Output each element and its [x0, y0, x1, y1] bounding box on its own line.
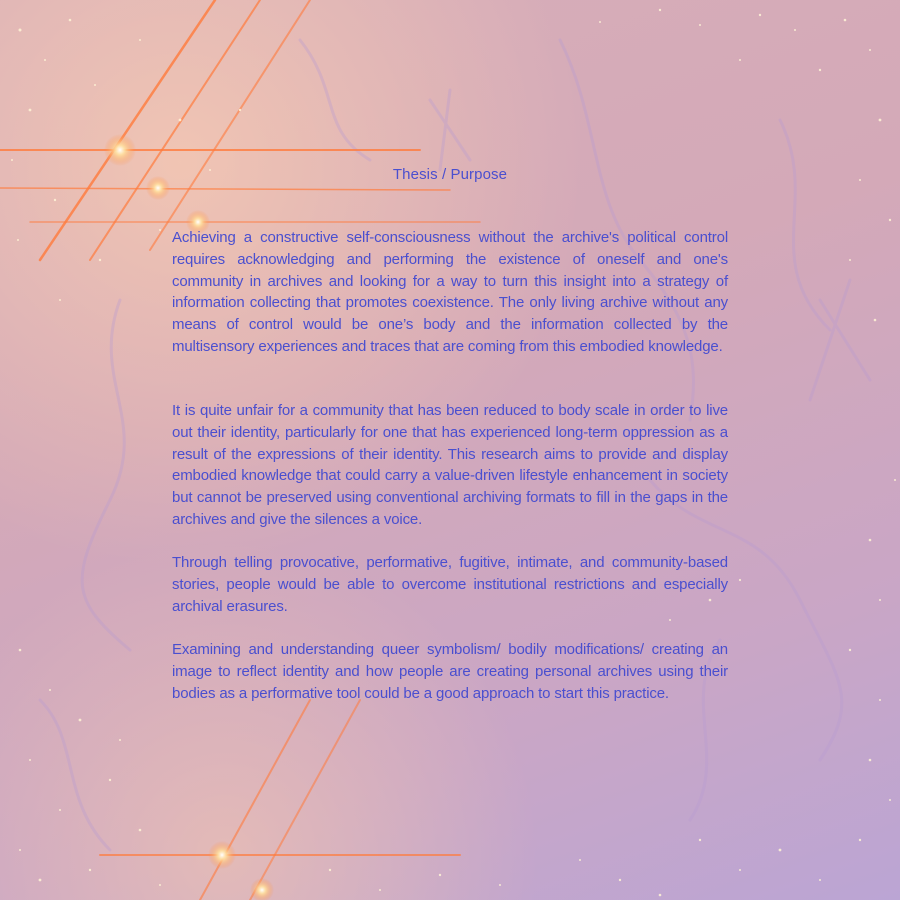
paragraph-1: Achieving a constructive self-consciousness without the archive's political control requires acknowledging and performing the existence of oneself and one's community in archives and looking for a way to turn this insight into a strategy of information collecting that promotes coexistence. The only living archive without any means of control would be one’s body and the information collected by the multisensory experiences and traces that are coming from this embodied knowledge.: [172, 229, 728, 355]
paragraph-2: It is quite unfair for a community that has been reduced to body scale in order to live out their identity, particularly for one that has experienced long-term oppression as a result of the expressions of their identity. This research aims to provide and display embodied knowledge that could carry a value-driven lifestyle enhancement in society but cannot be preserved using conventional archiving formats to fill in the gaps in the archives and give the silences a voice.: [172, 402, 728, 528]
paragraph-3: Through telling provocative, performative, fugitive, intimate, and community-based stories, people would be able to overcome institutional restrictions and especially archival erasures.: [172, 554, 728, 615]
page-title: Thesis / Purpose: [392, 166, 508, 183]
paragraph-4: Examining and understanding queer symbolism/ bodily modifications/ creating an image to reflect identity and how people are creating personal archives using their bodies as a performative tool could be a good approach to start this practice.: [172, 641, 728, 702]
